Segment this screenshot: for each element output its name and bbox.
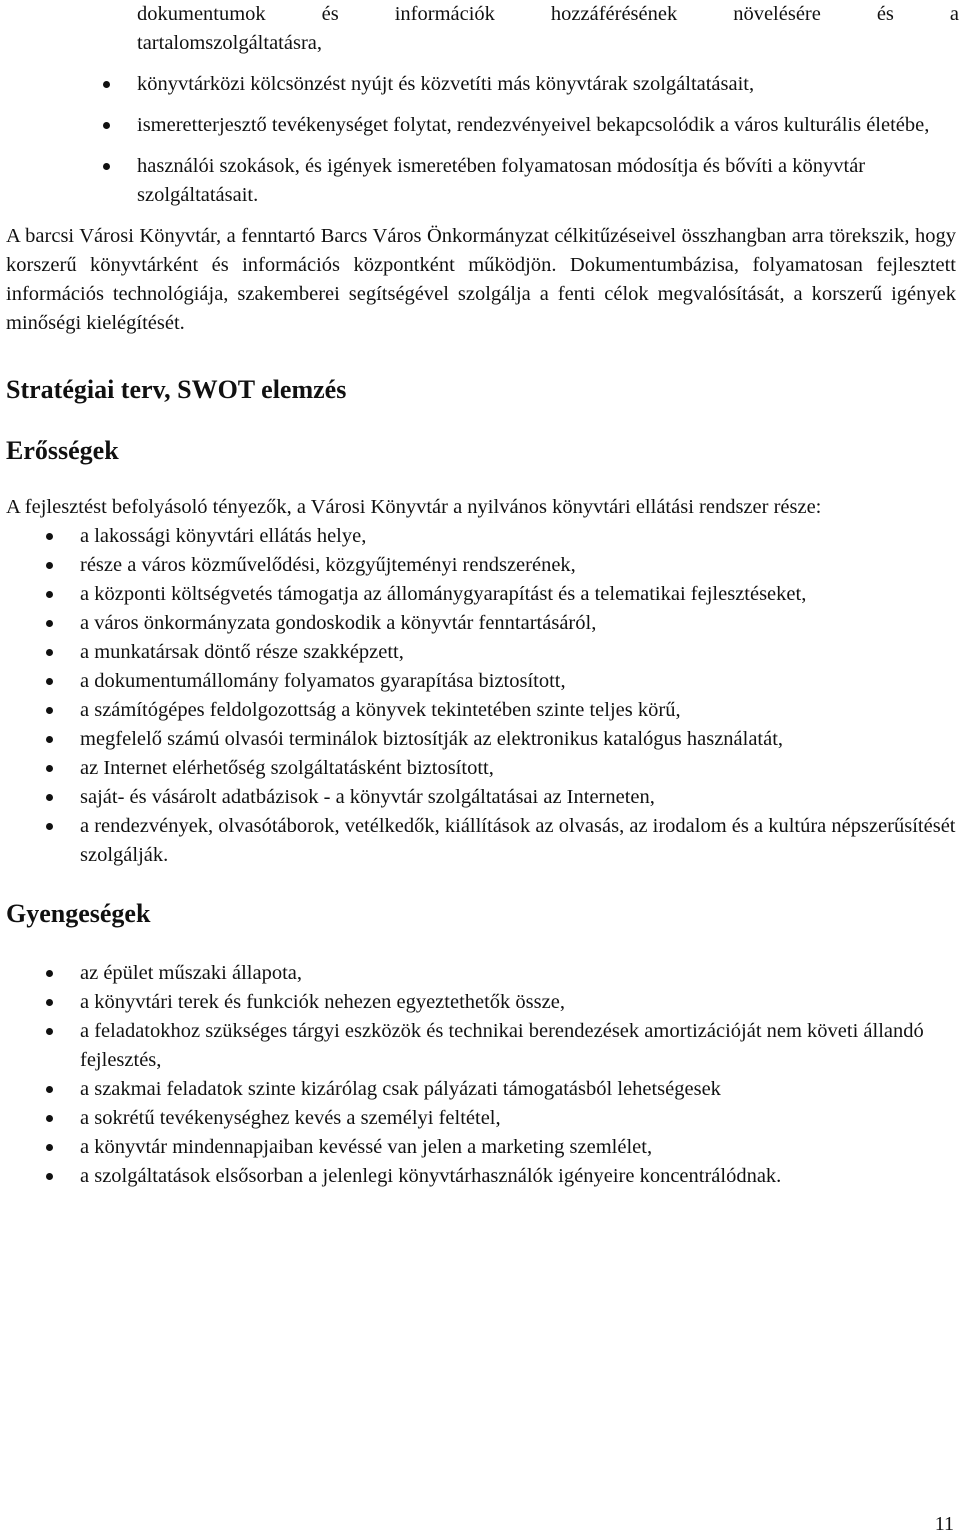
list-item: a sokrétű tevékenységhez kevés a személyi feltétel,: [80, 1104, 956, 1133]
list-item: ismeretterjesztő tevékenységet folytat, rendezvényeivel bekapcsolódik a város kulturális életébe,: [137, 111, 959, 140]
bullet-icon: [46, 794, 53, 801]
strengths-heading: Erősségek: [6, 436, 119, 465]
list-item: megfelelő számú olvasói terminálok biztosítják az elektronikus katalógus használatát,: [80, 725, 956, 754]
weaknesses-list: [80, 959, 956, 1191]
list-item: a lakossági könyvtári ellátás helye,: [80, 522, 956, 551]
strengths-lead: A fejlesztést befolyásoló tényezők, a Városi Könyvtár a nyilvános könyvtári ellátási rendszer része:: [6, 496, 822, 518]
bullet-icon: [46, 999, 53, 1006]
list-item: a számítógépes feldolgozottság a könyvek tekintetében szinte teljes körű,: [80, 696, 956, 725]
continuation-tail: tartalomszolgáltatásra,: [137, 32, 322, 54]
bullet-icon: [46, 1028, 53, 1035]
bullet-icon: [46, 707, 53, 714]
list-item: a könyvtári terek és funkciók nehezen egyeztethetők össze,: [80, 988, 956, 1017]
bullet-icon: [103, 81, 110, 88]
bullet-icon: [46, 1086, 53, 1093]
top-list-items: [137, 70, 959, 210]
list-item: a dokumentumállomány folyamatos gyarapítása biztosított,: [80, 667, 956, 696]
list-item: a város önkormányzata gondoskodik a könyvtár fenntartásáról,: [80, 609, 956, 638]
list-item: az Internet elérhetőség szolgáltatásként biztosított,: [80, 754, 956, 783]
top-bullet-list: [137, 0, 959, 210]
list-item: a szakmai feladatok szinte kizárólag csak pályázati támogatásból lehetségesek: [80, 1075, 956, 1104]
list-item: az épület műszaki állapota,: [80, 959, 956, 988]
intro-paragraph: A barcsi Városi Könyvtár, a fenntartó Barcs Város Önkormányzat célkitűzéseivel összhangban arra törekszik, hogy korszerű könyvtárként és információs központként működjön. Dokumentumbázisa, folyamatosan fejlesztett információs technológiája, szakemberei segítségével szolgálja a fenti célok megvalósítását, a korszerű igények minőségi kielégítését.: [6, 225, 956, 334]
bullet-icon: [46, 591, 53, 598]
weaknesses-heading: Gyengeségek: [6, 899, 151, 928]
bullet-icon: [103, 122, 110, 129]
list-item: a rendezvények, olvasótáborok, vetélkedők, kiállítások az olvasás, az irodalom és a kultúra népszerűsítését szolgálják.: [80, 812, 956, 870]
list-item: a központi költségvetés támogatja az állománygyarapítást és a telematikai fejlesztéseket,: [80, 580, 956, 609]
list-item: a szolgáltatások elsősorban a jelenlegi könyvtárhasználók igényeire koncentrálódnak.: [80, 1162, 956, 1191]
bullet-icon: [46, 1173, 53, 1180]
list-item: része a város közművelődési, közgyűjteményi rendszerének,: [80, 551, 956, 580]
continuation-line: dokumentumok és információk hozzáférésének növelésére és a: [137, 3, 959, 25]
section-title: Stratégiai terv, SWOT elemzés: [6, 375, 347, 404]
list-item: a feladatokhoz szükséges tárgyi eszközök és technikai berendezések amortizációját nem követi állandó fejlesztés,: [80, 1017, 956, 1075]
bullet-icon: [46, 533, 53, 540]
bullet-icon: [46, 620, 53, 627]
list-item: saját- és vásárolt adatbázisok - a könyvtár szolgáltatásai az Interneten,: [80, 783, 956, 812]
list-item: a könyvtár mindennapjaiban kevéssé van jelen a marketing szemlélet,: [80, 1133, 956, 1162]
bullet-icon: [103, 163, 110, 170]
bullet-icon: [46, 736, 53, 743]
page-number: 11: [934, 1513, 954, 1535]
list-item-continuation: [137, 0, 959, 58]
bullet-icon: [46, 562, 53, 569]
bullet-icon: [46, 970, 53, 977]
strengths-list: [80, 522, 956, 870]
document-page: [6, 0, 959, 1191]
bullet-icon: [46, 1115, 53, 1122]
list-item: a munkatársak döntő része szakképzett,: [80, 638, 956, 667]
list-item: könyvtárközi kölcsönzést nyújt és közvetíti más könyvtárak szolgáltatásait,: [137, 70, 959, 99]
bullet-icon: [46, 1144, 53, 1151]
bullet-icon: [46, 678, 53, 685]
bullet-icon: [46, 823, 53, 830]
bullet-icon: [46, 765, 53, 772]
list-item: használói szokások, és igények ismeretében folyamatosan módosítja és bővíti a könyvtár szolgáltatásait.: [137, 152, 959, 210]
bullet-icon: [46, 649, 53, 656]
